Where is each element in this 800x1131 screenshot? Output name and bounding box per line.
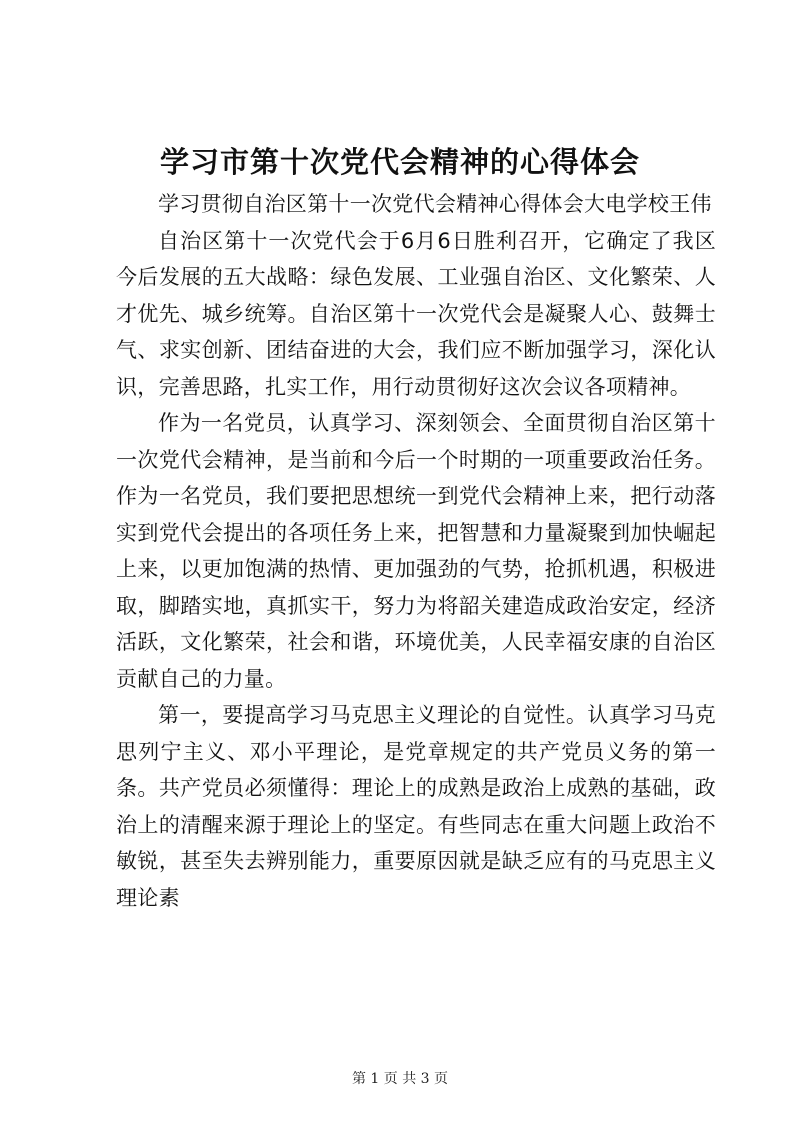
page-footer: 第 1 页 共 3 页: [351, 1071, 449, 1087]
paragraph-3: 第一，要提高学习马克思主义理论的自觉性。认真学习马克思列宁主义、邓小平理论，是党章规定的共产党员义务的第一条。共产党员必须懂得：理论上的成熟是政治上成熟的基础，政治上的清醒来源于理论上的坚定。有些同志在重大问题上政治不敏锐，甚至失去辨别能力，重要原因就是缺乏应有的马克思主义理论素: [116, 703, 716, 910]
paragraph-subtitle: 学习贯彻自治区第十一次党代会精神心得体会大电学校王伟: [158, 192, 712, 216]
paragraph-2: 作为一名党员，认真学习、深刻领会、全面贯彻自治区第十一次党代会精神，是当前和今后一个时期的一项重要政治任务。作为一名党员，我们要把思想统一到党代会精神上来，把行动落实到党代会提出的各项任务上来，把智慧和力量凝聚到加快崛起上来，以更加饱满的热情、更加强劲的气势，抢抓机遇，积极进取，脚踏实地，真抓实干，努力为将韶关建造成政治安定，经济活跃，文化繁荣，社会和谐，环境优美，人民幸福安康的自治区贡献自己的力量。: [116, 411, 716, 691]
paragraph-1: 自治区第十一次党代会于6月6日胜利召开，它确定了我区今后发展的五大战略：绿色发展、工业强自治区、文化繁荣、人才优先、城乡统筹。自治区第十一次党代会是凝聚人心、鼓舞士气、求实创新、团结奋进的大会，我们应不断加强学习，深化认识，完善思路，扎实工作，用行动贯彻好这次会议各项精神。: [116, 228, 716, 399]
document-title: 学习市第十次党代会精神的心得体会: [159, 145, 640, 179]
document-body: [116, 186, 716, 916]
